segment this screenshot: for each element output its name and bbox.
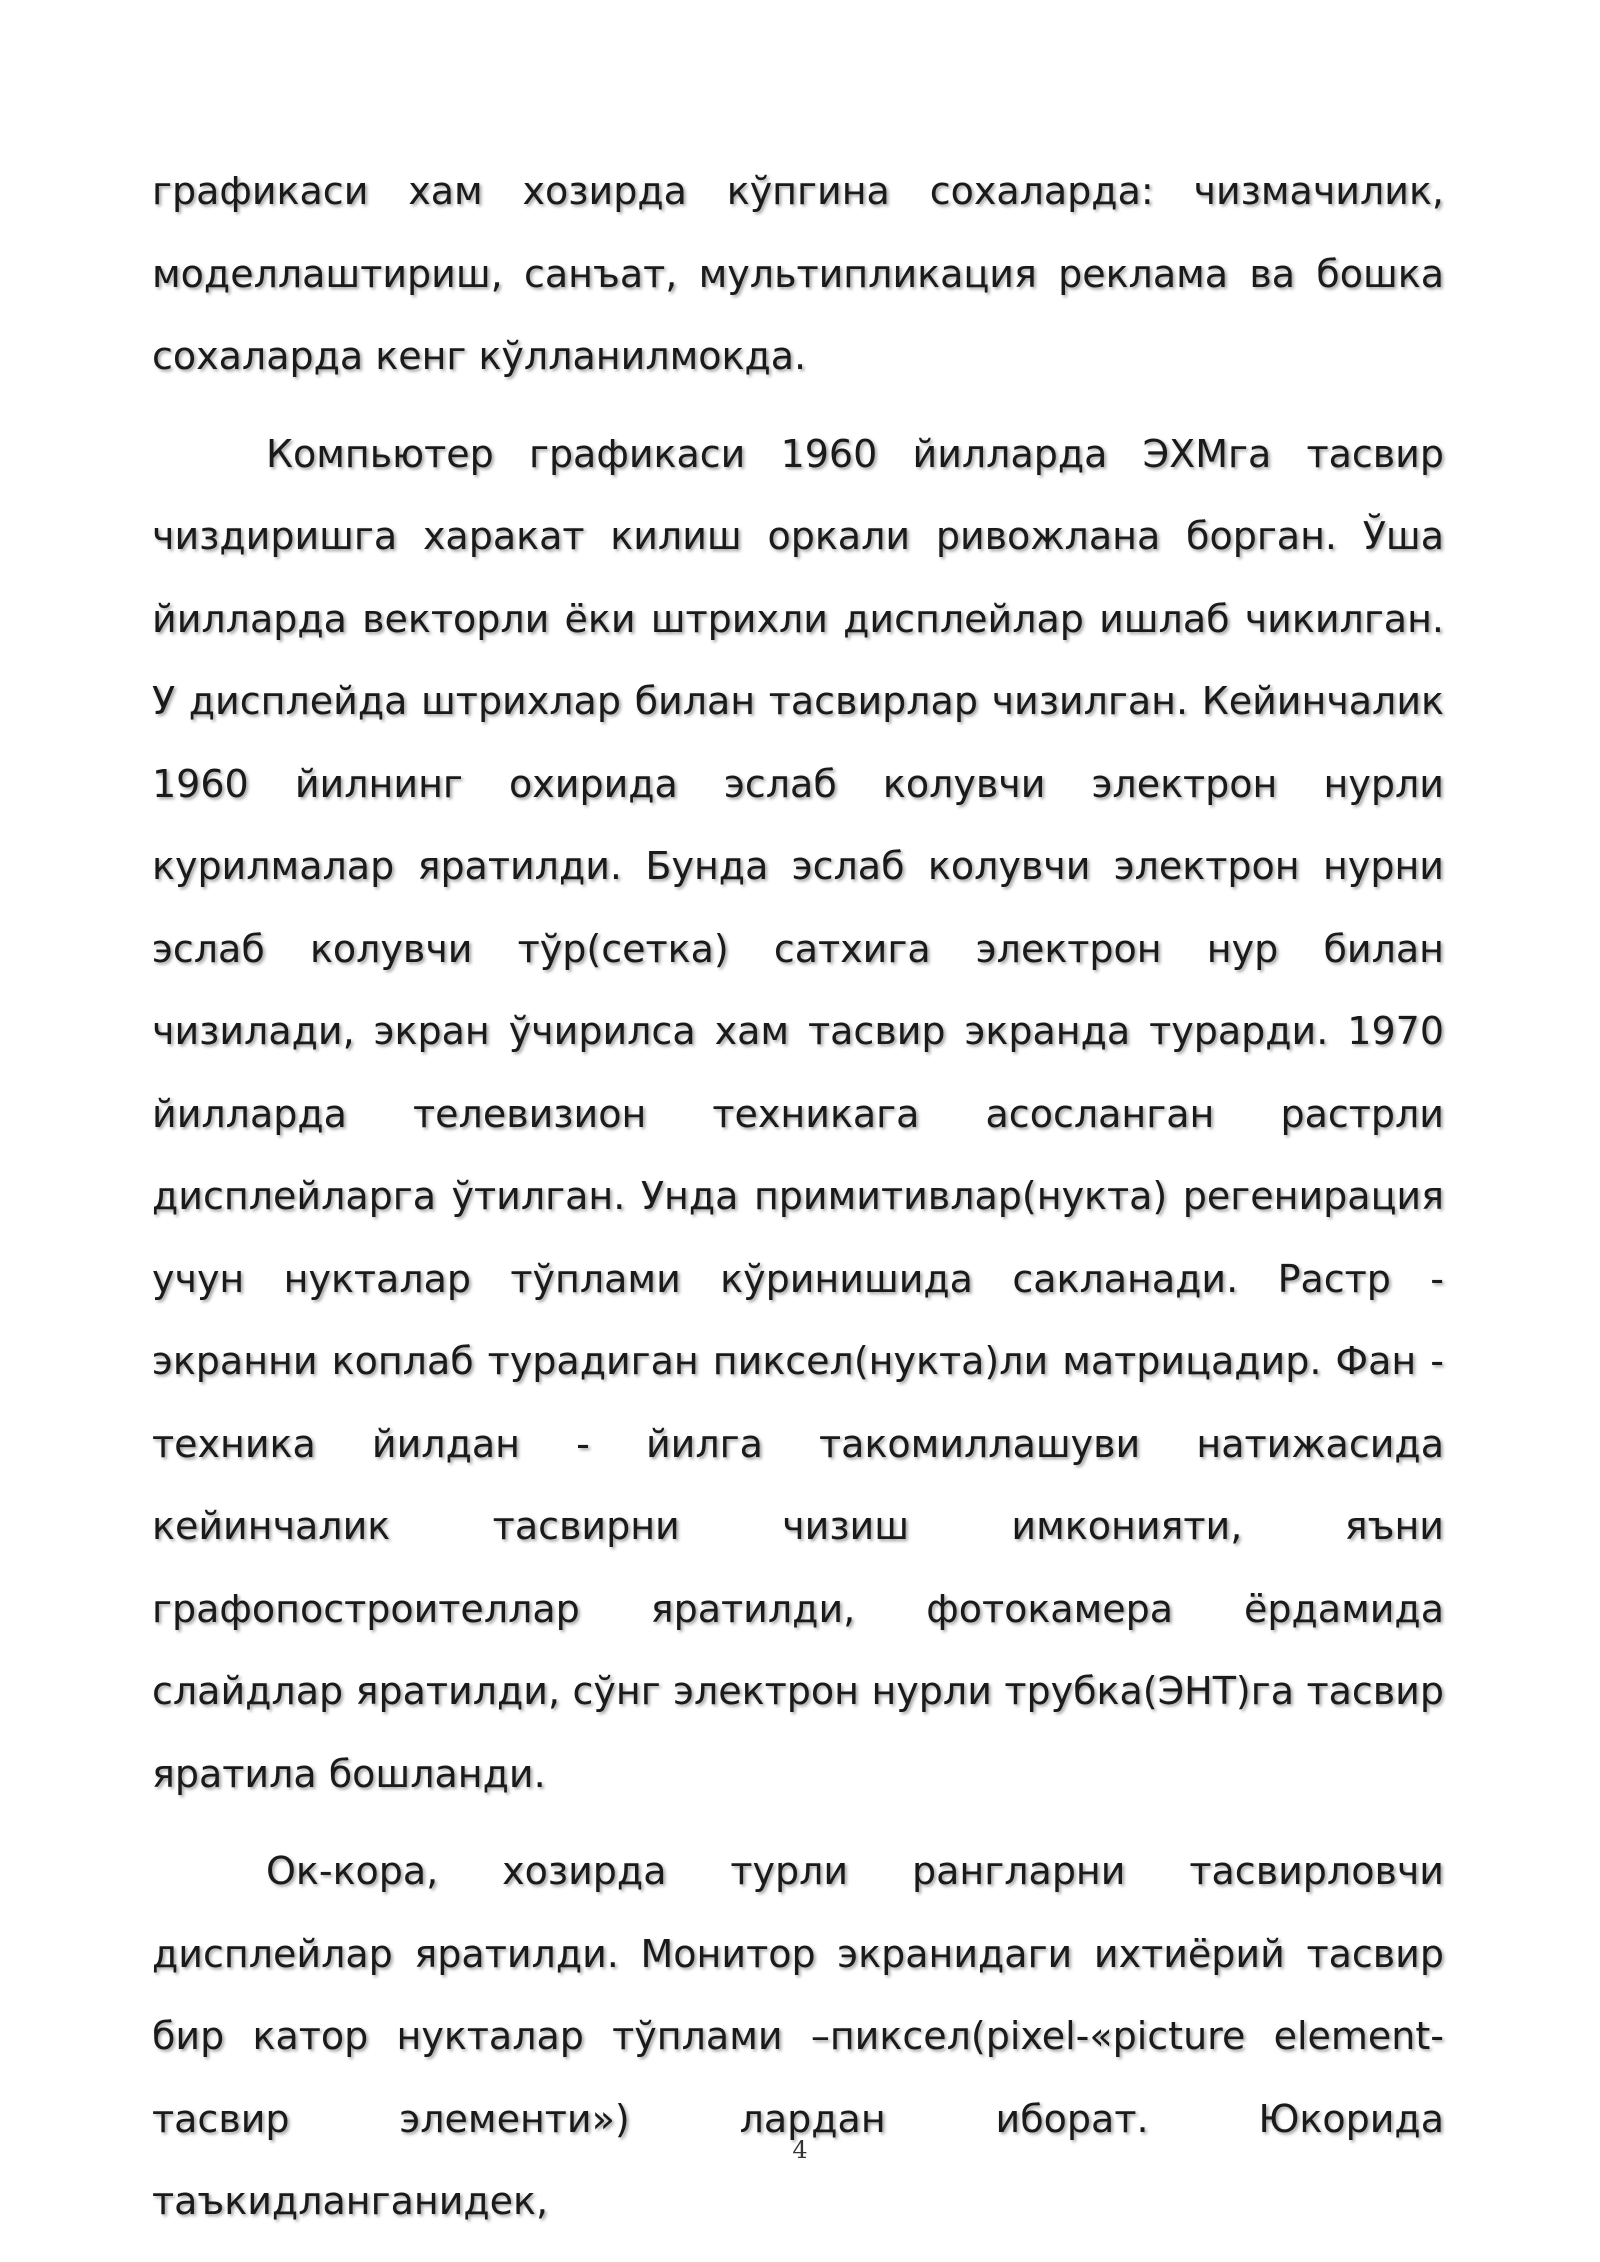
paragraph-computer-graphics-history: Компьютер графикаси 1960 йилларда ЭХМга тасвир чиздиришга харакат килиш оркали ривожлана борган. Ўша йилларда векторли ёки штрихли дисплейлар ишлаб чикилган. У дисплейда штрихлар билан тасвирлар чизилган. Кейинчалик 1960 йилнинг охирида эслаб колувчи электрон нурли курилмалар яратилди. Бунда эслаб колувчи электрон нурни эслаб колувчи тўр(сетка) сатхига электрон нур билан чизилади, экран ўчирилса хам тасвир экранда турарди. 1970 йилларда телевизион техникага асосланган растрли дисплейларга ўтилган. Унда примитивлар(нукта) регенирация учун нукталар тўплами кўринишида сакланади. Растр - экранни коплаб турадиган пиксел(нукта)ли матрицадир. Фан - техника йилдан - йилга такомиллашуви натижасида кейинчалик тасвирни чизиш имконияти, яъни графопостроителлар яратилди, фотокамера ёрдамида слайдлар яратилди, сўнг электрон нурли трубка(ЭНТ)га тасвир яратила бошланди. — [152, 431, 1444, 1796]
paragraph-displays-pixels: Ок-кора, хозирда турли рангларни тасвирловчи дисплейлар яратилди. Монитор экранидаги ихтиёрий тасвир бир катор нукталар тўплами –пиксел(pixel-«picture element-тасвир элементи») лардан иборат. Юкорида таъкидланганидек, — [152, 1849, 1444, 2223]
body-text — [152, 150, 1444, 2243]
page-number: 4 — [792, 2136, 808, 2164]
paragraph-continuation: графикаси хам хозирда кўпгина сохаларда: чизмачилик, моделлаштириш, санъат, мультипликация реклама ва бошка сохаларда кенг кўлланилмокда. — [152, 169, 1444, 378]
